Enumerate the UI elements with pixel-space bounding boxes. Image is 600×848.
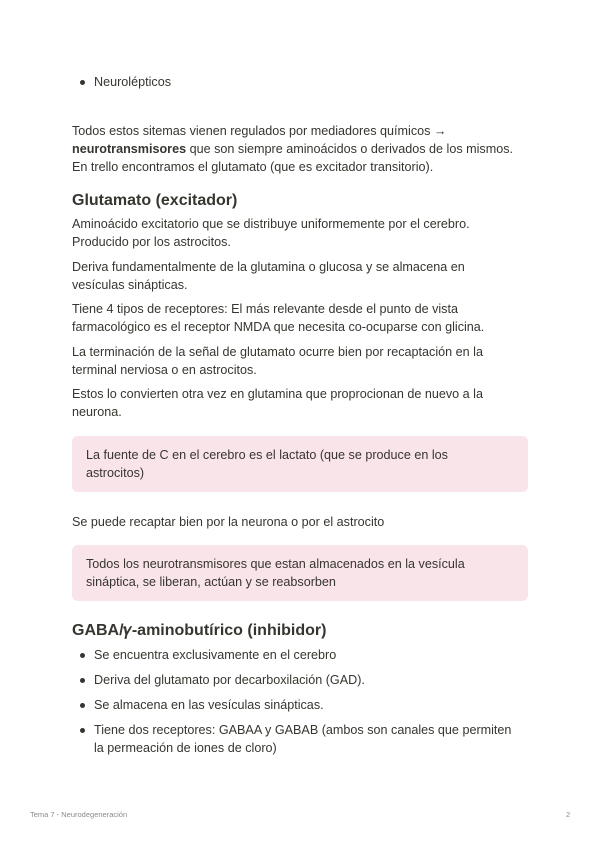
callout-line: sináptica, se liberan, actúan y se reabsorben xyxy=(86,575,336,589)
text-line: vesículas sinápticas. xyxy=(72,278,188,292)
glutamato-p1 xyxy=(72,215,542,251)
glutamato-heading: Glutamato (excitador) xyxy=(72,192,238,209)
list-item xyxy=(72,721,542,757)
text-line: Estos lo convierten otra vez en glutamina que proprocionan de nuevo a la xyxy=(72,387,483,401)
callout-line: astrocitos) xyxy=(86,466,145,480)
text-line: Aminoácido excitatorio que se distribuye uniformemente por el cerebro. xyxy=(72,217,470,231)
glutamato-p5 xyxy=(72,385,542,421)
glutamato-p2 xyxy=(72,258,542,294)
intro-bold-term: neurotransmisores xyxy=(72,142,187,156)
list-item-line: Tiene dos receptores: GABAA y GABAB (ambos son canales que permiten xyxy=(94,723,512,737)
top-list xyxy=(72,73,528,91)
recaptar-paragraph: Se puede recaptar bien por la neurona o por el astrocito xyxy=(72,515,385,529)
list-item: Se almacena en las vesículas sinápticas. xyxy=(72,696,542,714)
text-line: La terminación de la señal de glutamato ocurre bien por recaptación en la xyxy=(72,345,483,359)
glutamato-p3 xyxy=(72,300,542,336)
text-line: Producido por los astrocitos. xyxy=(72,235,231,249)
callout-line: La fuente de C en el cerebro es el lactato (que se produce en los xyxy=(86,448,448,462)
text-line: Tiene 4 tipos de receptores: El más relevante desde el punto de vista xyxy=(72,302,458,316)
callout-line: Todos los neurotransmisores que estan almacenados en la vesícula xyxy=(86,557,465,571)
list-item: Se encuentra exclusivamente en el cerebro xyxy=(72,646,542,664)
intro-line-1: Todos estos sitemas vienen regulados por mediadores químicos → xyxy=(72,124,447,138)
callout-lactato xyxy=(72,436,528,492)
gaba-list xyxy=(72,646,542,757)
text-line: neurona. xyxy=(72,405,122,419)
intro-paragraph xyxy=(72,122,542,176)
text-line: farmacológico es el receptor NMDA que necesita co-ocuparse con glicina. xyxy=(72,320,485,334)
intro-line-2-rest: que son siempre aminoácidos o derivados de los mismos. xyxy=(186,142,513,156)
intro-line-2 xyxy=(72,140,542,158)
list-item: Neurolépticos xyxy=(72,73,528,91)
text-line: terminal nerviosa o en astrocitos. xyxy=(72,363,257,377)
gaba-heading: GABA/𝛾-aminobutírico (inhibidor) xyxy=(72,622,327,639)
glutamato-p4 xyxy=(72,343,542,379)
text-line: Deriva fundamentalmente de la glutamina o glucosa y se almacena en xyxy=(72,260,465,274)
list-item: Deriva del glutamato por decarboxilación (GAD). xyxy=(72,671,542,689)
footer-page-number: 2 xyxy=(566,810,571,819)
intro-line-3: En trello encontramos el glutamato (que es excitador transitorio). xyxy=(72,160,434,174)
list-item-line: la permeación de iones de cloro) xyxy=(94,741,277,755)
callout-neurotransmisores xyxy=(72,545,528,601)
footer-title: Tema 7 - Neurodegeneración xyxy=(30,810,128,819)
